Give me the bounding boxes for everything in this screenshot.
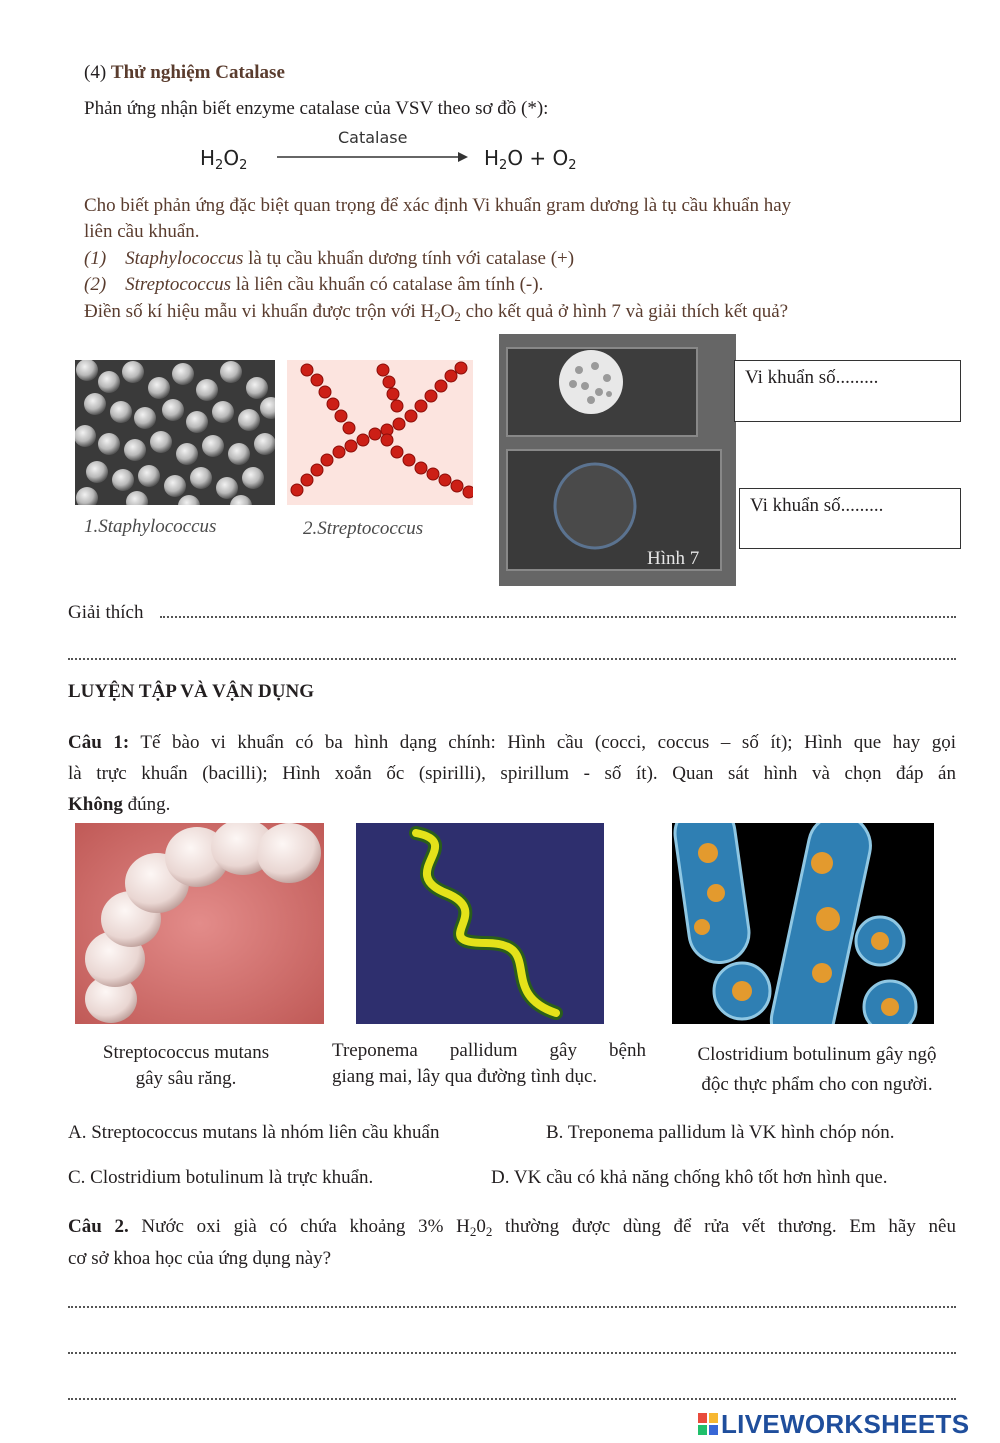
caption-treponema: Treponema pallidum gây bệnh giang mai, lây qua đường tình dục. xyxy=(332,1040,646,1087)
question-1-line-3: Không đúng. xyxy=(68,794,171,815)
question-2-line-2: cơ sở khoa học của ứng dụng này? xyxy=(68,1248,332,1269)
caption-streptococcus-mutans: Streptococcus mutans gây sâu răng. xyxy=(102,1042,270,1089)
streptococcus-image xyxy=(287,360,473,505)
answer-line-2[interactable] xyxy=(68,1350,956,1354)
answer-line-1[interactable] xyxy=(68,1304,956,1308)
catalase-test-photo xyxy=(499,334,736,586)
logo-icon xyxy=(697,1412,719,1436)
treponema-pallidum-image xyxy=(356,823,604,1024)
option-a[interactable]: A. Streptococcus mutans là nhóm liên cầu khuẩn xyxy=(68,1122,440,1143)
note-line-2: liên cầu khuẩn. xyxy=(84,221,200,242)
caption-clostridium: Clostridium botulinum gây ngộ độc thực phẩm cho con người. xyxy=(697,1044,937,1095)
section-title: Thử nghiệm Catalase xyxy=(110,62,285,83)
question-1-line-2: là trực khuẩn (bacilli); Hình xoắn ốc (spirilli), spirillum - số ít). Quan sát hình và chọn đáp án xyxy=(68,763,956,784)
caption-staphylococcus: 1.Staphylococcus xyxy=(84,516,217,537)
list-item-1: (1) Staphylococcus là tụ cầu khuẩn dương tính với catalase (+) xyxy=(84,248,575,269)
figure-label: Hình 7 xyxy=(647,548,700,569)
staphylococcus-image xyxy=(75,360,275,505)
option-c[interactable]: C. Clostridium botulinum là trực khuẩn. xyxy=(68,1167,374,1188)
section-heading: (4) Thử nghiệm Catalase xyxy=(84,62,285,83)
explain-label: Giải thích xyxy=(68,602,144,623)
intro-text: Phản ứng nhận biết enzyme catalase của VSV theo sơ đồ (*): xyxy=(84,98,549,119)
option-d[interactable]: D. VK cầu có khả năng chống khô tốt hơn hình que. xyxy=(491,1167,888,1188)
liveworksheets-logo xyxy=(697,1410,969,1438)
question-1-line-1: Câu 1: Tế bào vi khuẩn có ba hình dạng chính: Hình cầu (cocci, coccus – số ít); Hình que hay gọi xyxy=(68,732,957,753)
question-text: Điền số kí hiệu mẫu vi khuẩn được trộn với $H_2O_2$ cho kết quả ở hình 7 và giải thích kết quả? xyxy=(84,301,789,324)
option-b[interactable]: B. Treponema pallidum là VK hình chóp nón. xyxy=(546,1122,895,1143)
question-2-line-1: Câu 2. Nước oxi già có chứa khoảng 3% $H_20_2$ thường được dùng để rửa vết thương. Em hãy nêu xyxy=(68,1216,956,1239)
product-formula: $H_2O + O_2$ xyxy=(484,146,577,173)
list-item-2: (2) Streptococcus là liên cầu khuẩn có catalase âm tính (-). xyxy=(84,274,544,295)
logo-text: LIVEWORKSHEETS xyxy=(721,1408,970,1439)
clostridium-botulinum-image xyxy=(672,823,933,1024)
explain-answer-line-1[interactable] xyxy=(160,616,956,618)
reactant-formula: $H_2O_2$ xyxy=(200,146,248,173)
note-line-1: Cho biết phản ứng đặc biệt quan trọng để xác định Vi khuẩn gram dương là tụ cầu khuẩn hay xyxy=(84,195,792,216)
practice-heading: LUYỆN TẬP VÀ VẬN DỤNG xyxy=(68,681,314,702)
streptococcus-mutans-image xyxy=(75,823,324,1024)
enzyme-label: Catalase xyxy=(338,128,408,147)
answer-line-3[interactable] xyxy=(68,1396,956,1400)
explain-answer-line-2[interactable] xyxy=(68,656,956,660)
image-border xyxy=(932,823,934,1024)
caption-streptococcus: 2.Streptococcus xyxy=(303,518,424,539)
answer-box-2[interactable]: Vi khuẩn số......... xyxy=(739,488,961,549)
reaction-arrow xyxy=(275,150,470,164)
answer-box-1[interactable]: Vi khuẩn số......... xyxy=(734,360,961,422)
